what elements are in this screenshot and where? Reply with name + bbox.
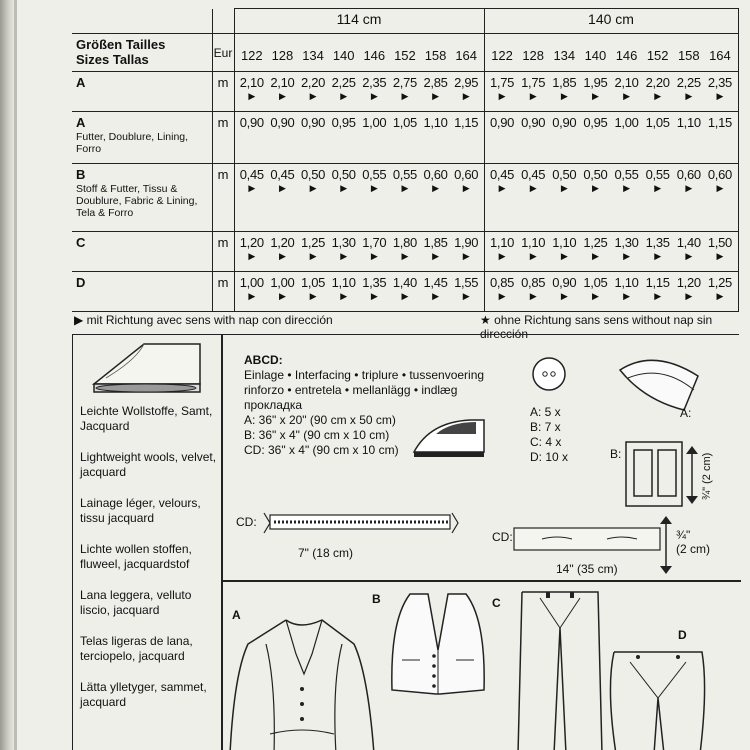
row-sublabel: Futter, Doublure, Lining, Forro	[76, 131, 189, 155]
shoulder-pad-icon	[614, 350, 710, 422]
nap-arrow-icon: ▶	[654, 183, 662, 193]
size-164: 164	[455, 48, 478, 63]
size-134: 134	[553, 48, 576, 63]
nap-arrow-icon: ▶	[370, 291, 378, 301]
table-row	[72, 272, 738, 312]
yardage-value: 1,25	[707, 275, 732, 290]
nap-arrow-icon: ▶	[462, 91, 470, 101]
table-row	[72, 72, 738, 112]
nap-arrow-icon: ▶	[401, 91, 409, 101]
yardage-value: 1,85	[423, 235, 448, 250]
nap-arrow-icon: ▶	[248, 291, 256, 301]
nap-arrow-icon: ▶	[685, 183, 693, 193]
tape-icon	[512, 518, 662, 558]
buckle-label: B:	[610, 447, 622, 461]
size-122: 122	[240, 48, 263, 63]
nap-arrow-icon: ▶	[529, 291, 537, 301]
nap-arrow-icon: ▶	[309, 291, 317, 301]
yardage-value: 2,10	[614, 75, 639, 90]
nap-arrow-icon: ▶	[654, 291, 662, 301]
nap-arrow-icon: ▶	[309, 183, 317, 193]
size-164: 164	[709, 48, 731, 63]
yardage-value: 0,45	[521, 167, 546, 182]
table-row	[72, 232, 738, 272]
yardage-value: 1,70	[362, 235, 387, 250]
size-146: 146	[615, 48, 638, 63]
nap-arrow-icon: ▶	[591, 183, 599, 193]
nap-arrow-icon: ▶	[623, 251, 631, 261]
nap-arrow-icon: ▶	[685, 291, 693, 301]
yardage-value: 1,35	[362, 275, 387, 290]
yardage-value: 1,10	[423, 115, 448, 130]
size-140: 140	[332, 48, 355, 63]
nap-arrow-icon: ▶	[623, 91, 631, 101]
nap-arrow-icon: ▶	[716, 91, 724, 101]
nap-arrow-icon: ▶	[401, 291, 409, 301]
yardage-value: 2,95	[454, 75, 479, 90]
yardage-value: 1,10	[614, 275, 639, 290]
row-label: A	[76, 75, 86, 90]
size-128: 128	[522, 48, 545, 63]
fabric-suggestions	[80, 404, 218, 726]
nap-arrow-icon: ▶	[560, 183, 568, 193]
yardage-value: 0,50	[583, 167, 608, 182]
yardage-value: 1,85	[552, 75, 577, 90]
row-label: C	[76, 235, 86, 250]
vest-drawing	[388, 590, 490, 700]
nap-arrow-icon: ▶	[498, 251, 506, 261]
nap-arrow-icon: ▶	[623, 183, 631, 193]
interfacing-title: ABCD:	[244, 353, 283, 367]
sizes-114	[235, 46, 484, 63]
view-label-c: C	[492, 596, 501, 610]
jacket-drawing	[226, 614, 380, 750]
yardage-value: 0,55	[645, 167, 670, 182]
yardage-value: 0,60	[423, 167, 448, 182]
yardage-value: 2,85	[423, 75, 448, 90]
nap-arrow-icon: ▶	[529, 251, 537, 261]
row-label: D	[76, 275, 86, 290]
yardage-value: 1,30	[614, 235, 639, 250]
yardage-value: 2,25	[676, 75, 701, 90]
yardage-value: 0,90	[552, 115, 577, 130]
nap-arrow-icon: ▶	[278, 91, 286, 101]
yardage-value: 2,25	[331, 75, 356, 90]
size-header-label: Größen Tailles Sizes Tallas	[72, 34, 212, 72]
yardage-value: 1,45	[423, 275, 448, 290]
nap-arrow-icon: ▶	[591, 291, 599, 301]
yardage-value: 1,10	[490, 235, 515, 250]
size-122: 122	[491, 48, 513, 63]
nap-arrow-icon: ▶	[309, 251, 317, 261]
yardage-value: 2,35	[362, 75, 387, 90]
unit: m	[212, 272, 234, 312]
yardage-value: 1,20	[676, 275, 701, 290]
nap-arrow-icon: ▶	[560, 91, 568, 101]
interfacing-a: A: 36" x 20" (90 cm x 50 cm)	[244, 413, 396, 427]
zipper-icon	[262, 509, 462, 535]
yardage-value: 0,45	[239, 167, 264, 182]
nap-arrow-icon: ▶	[529, 183, 537, 193]
yardage-value: 1,00	[362, 115, 387, 130]
unit: m	[212, 112, 234, 164]
nap-arrow-icon: ▶	[370, 183, 378, 193]
yardage-value: 2,10	[270, 75, 295, 90]
yardage-value: 0,90	[270, 115, 295, 130]
nap-arrow-icon: ▶	[560, 291, 568, 301]
yardage-value: 2,10	[239, 75, 264, 90]
yardage-value: 0,50	[331, 167, 356, 182]
interfacing-info: ABCD: Einlage • Interfacing • triplure • tussenvoering rinforzo • entretela • mellanlägg • indlæg прокладка A: 36" x 20" (90 cm x 50 cm) B: 36" x 4" (90 cm x 10 cm) CD: 36" x 4" (90 cm x 10 cm)	[244, 353, 494, 458]
nap-arrow-icon: ▶	[685, 251, 693, 261]
yardage-value: 0,55	[392, 167, 417, 182]
yardage-value: 1,10	[676, 115, 701, 130]
unit: m	[212, 72, 234, 112]
size-158: 158	[677, 48, 700, 63]
tape-length: 14" (35 cm)	[556, 562, 618, 576]
yardage-value: 0,45	[490, 167, 515, 182]
yardage-value: 1,75	[490, 75, 515, 90]
yardage-value: 1,05	[392, 115, 417, 130]
tape-width: ¾" (2 cm)	[676, 528, 710, 556]
yardage-value: 1,00	[614, 115, 639, 130]
nap-arrow-icon: ▶	[591, 91, 599, 101]
nap-arrow-icon: ▶	[278, 183, 286, 193]
yardage-value: 1,05	[583, 275, 608, 290]
eur-label: Eur	[212, 34, 234, 72]
nap-arrow-icon: ▶	[432, 291, 440, 301]
nap-arrow-icon: ▶	[278, 251, 286, 261]
yardage-value: 1,55	[454, 275, 479, 290]
nap-arrow-icon: ▶	[716, 291, 724, 301]
yardage-value: 0,55	[362, 167, 387, 182]
zipper-size: 7" (18 cm)	[298, 546, 353, 560]
view-label-b: B	[372, 592, 381, 606]
yardage-value: 0,60	[676, 167, 701, 182]
interfacing-b: B: 36" x 4" (90 cm x 10 cm)	[244, 428, 390, 442]
tape-dimension-arrow	[658, 514, 676, 576]
button-icon	[531, 356, 567, 392]
yardage-value: 1,25	[583, 235, 608, 250]
fabric-sv: Lätta ylletyger, sammet, jacquard	[80, 680, 207, 709]
yardage-value: 0,95	[331, 115, 356, 130]
yardage-value: 0,50	[301, 167, 326, 182]
unit: m	[212, 164, 234, 232]
nap-arrow-icon: ▶	[432, 91, 440, 101]
nap-arrow-icon: ▶	[432, 183, 440, 193]
nap-arrow-icon: ▶	[248, 91, 256, 101]
yardage-value: 0,90	[490, 115, 515, 130]
size-152: 152	[646, 48, 669, 63]
nap-arrow-icon: ▶	[401, 183, 409, 193]
nap-arrow-icon: ▶	[462, 251, 470, 261]
nap-arrow-icon: ▶	[560, 251, 568, 261]
fabric-fr: Lainage léger, velours, tissu jacquard	[80, 496, 201, 525]
yardage-value: 0,90	[552, 275, 577, 290]
fabric-en: Lightweight wools, velvet, jacquard	[80, 450, 217, 479]
size-158: 158	[424, 48, 447, 63]
yardage-value: 1,95	[583, 75, 608, 90]
nap-arrow-icon: ▶	[370, 91, 378, 101]
yardage-value: 0,55	[614, 167, 639, 182]
nap-arrow-icon: ▶	[401, 251, 409, 261]
row-sublabel: Stoff & Futter, Tissu & Doublure, Fabric & Lining, Tela & Forro	[76, 183, 198, 219]
nap-arrow-icon: ▶	[278, 291, 286, 301]
yardage-value: 0,85	[490, 275, 515, 290]
yardage-value: 1,00	[270, 275, 295, 290]
table-row	[72, 164, 738, 232]
nap-arrow-icon: ▶	[340, 91, 348, 101]
nap-arrow-icon: ▶	[340, 291, 348, 301]
yardage-value: 0,95	[583, 115, 608, 130]
interfacing-cd: CD: 36" x 4" (90 cm x 10 cm)	[244, 443, 399, 457]
yardage-value: 0,45	[270, 167, 295, 182]
yardage-value: 1,10	[552, 235, 577, 250]
fabric-nl: Lichte wollen stoffen, fluweel, jacquardstof	[80, 542, 192, 571]
nap-arrow-icon: ▶	[498, 183, 506, 193]
fabric-es: Telas ligeras de lana, terciopelo, jacquard	[80, 634, 193, 663]
yardage-value: 0,85	[521, 275, 546, 290]
nap-arrow-icon: ▶	[462, 183, 470, 193]
nap-arrow-icon: ▶	[685, 91, 693, 101]
yardage-value: 2,20	[645, 75, 670, 90]
yardage-value: 0,90	[239, 115, 264, 130]
yardage-value: 1,90	[454, 235, 479, 250]
yardage-value: 1,10	[331, 275, 356, 290]
nap-arrow-icon: ▶	[248, 183, 256, 193]
iron-icon	[410, 414, 490, 460]
button-quantities: A: 5 x B: 7 x C: 4 x D: 10 x	[530, 405, 569, 464]
nap-arrow-icon: ▶	[340, 251, 348, 261]
nap-arrow-icon: ▶	[309, 91, 317, 101]
fabric-de: Leichte Wollstoffe, Samt, Jacquard	[80, 404, 213, 433]
size-128: 128	[271, 48, 294, 63]
nap-arrow-icon: ▶	[623, 291, 631, 301]
yardage-value: 0,90	[301, 115, 326, 130]
tape-label: CD:	[492, 530, 513, 544]
nap-arrow-icon: ▶	[716, 183, 724, 193]
yardage-value: 2,75	[392, 75, 417, 90]
nap-arrow-icon: ▶	[654, 91, 662, 101]
fabric-it: Lana leggera, velluto liscio, jacquard	[80, 588, 192, 617]
size-152: 152	[394, 48, 416, 63]
fabric-bolt-icon	[86, 340, 208, 398]
size-134: 134	[302, 48, 324, 63]
yardage-value: 1,30	[331, 235, 356, 250]
breeches-drawing	[606, 648, 710, 750]
nap-arrow-icon: ▶	[498, 91, 506, 101]
yardage-value: 1,25	[301, 235, 326, 250]
row-label: B	[76, 167, 86, 182]
buckle-size: ¾" (2 cm)	[701, 452, 713, 500]
row-label: A	[76, 115, 86, 130]
view-label-d: D	[678, 628, 687, 642]
buckle-icon	[622, 438, 688, 510]
yardage-value: 1,15	[707, 115, 732, 130]
yardage-value: 1,50	[707, 235, 732, 250]
yardage-value: 1,05	[645, 115, 670, 130]
yardage-value: 1,10	[521, 235, 546, 250]
shoulder-pad-label: A:	[680, 406, 692, 420]
nap-arrow-icon: ▶	[498, 291, 506, 301]
nap-arrow-icon: ▶	[248, 251, 256, 261]
yardage-value: 0,60	[707, 167, 732, 182]
trousers-drawing	[514, 588, 606, 750]
nap-arrow-icon: ▶	[432, 251, 440, 261]
nap-arrow-icon: ▶	[716, 251, 724, 261]
yardage-value: 1,40	[392, 275, 417, 290]
yardage-value: 2,20	[301, 75, 326, 90]
without-nap-legend: ★ ohne Richtung sans sens without nap sin dirección	[480, 313, 713, 341]
with-nap-legend: ▶ mit Richtung avec sens with nap con dirección	[74, 313, 333, 327]
nap-arrow-icon: ▶	[529, 91, 537, 101]
yardage-value: 1,35	[645, 235, 670, 250]
yardage-value: 1,05	[301, 275, 326, 290]
sizes-140	[485, 46, 738, 63]
yardage-value: 1,00	[239, 275, 264, 290]
yardage-value: 1,15	[645, 275, 670, 290]
zipper-label: CD:	[236, 515, 257, 529]
yardage-value: 1,40	[676, 235, 701, 250]
page-binding-shadow	[0, 0, 14, 750]
size-140: 140	[584, 48, 607, 63]
nap-arrow-icon: ▶	[654, 251, 662, 261]
view-label-a: A	[232, 608, 241, 622]
yardage-value: 2,35	[707, 75, 732, 90]
nap-arrow-icon: ▶	[370, 251, 378, 261]
yardage-value: 1,15	[454, 115, 479, 130]
yardage-table	[72, 8, 739, 312]
width-140-header: 140 cm	[484, 9, 738, 34]
yardage-value: 1,20	[239, 235, 264, 250]
nap-arrow-icon: ▶	[462, 291, 470, 301]
nap-arrow-icon: ▶	[340, 183, 348, 193]
yardage-value: 1,75	[521, 75, 546, 90]
nap-arrow-icon: ▶	[591, 251, 599, 261]
yardage-value: 1,20	[270, 235, 295, 250]
yardage-value: 0,60	[454, 167, 479, 182]
width-114-header: 114 cm	[234, 9, 484, 34]
yardage-value: 0,50	[552, 167, 577, 182]
size-146: 146	[363, 48, 386, 63]
yardage-value: 0,90	[521, 115, 546, 130]
table-row	[72, 112, 738, 164]
unit: m	[212, 232, 234, 272]
yardage-value: 1,80	[392, 235, 417, 250]
